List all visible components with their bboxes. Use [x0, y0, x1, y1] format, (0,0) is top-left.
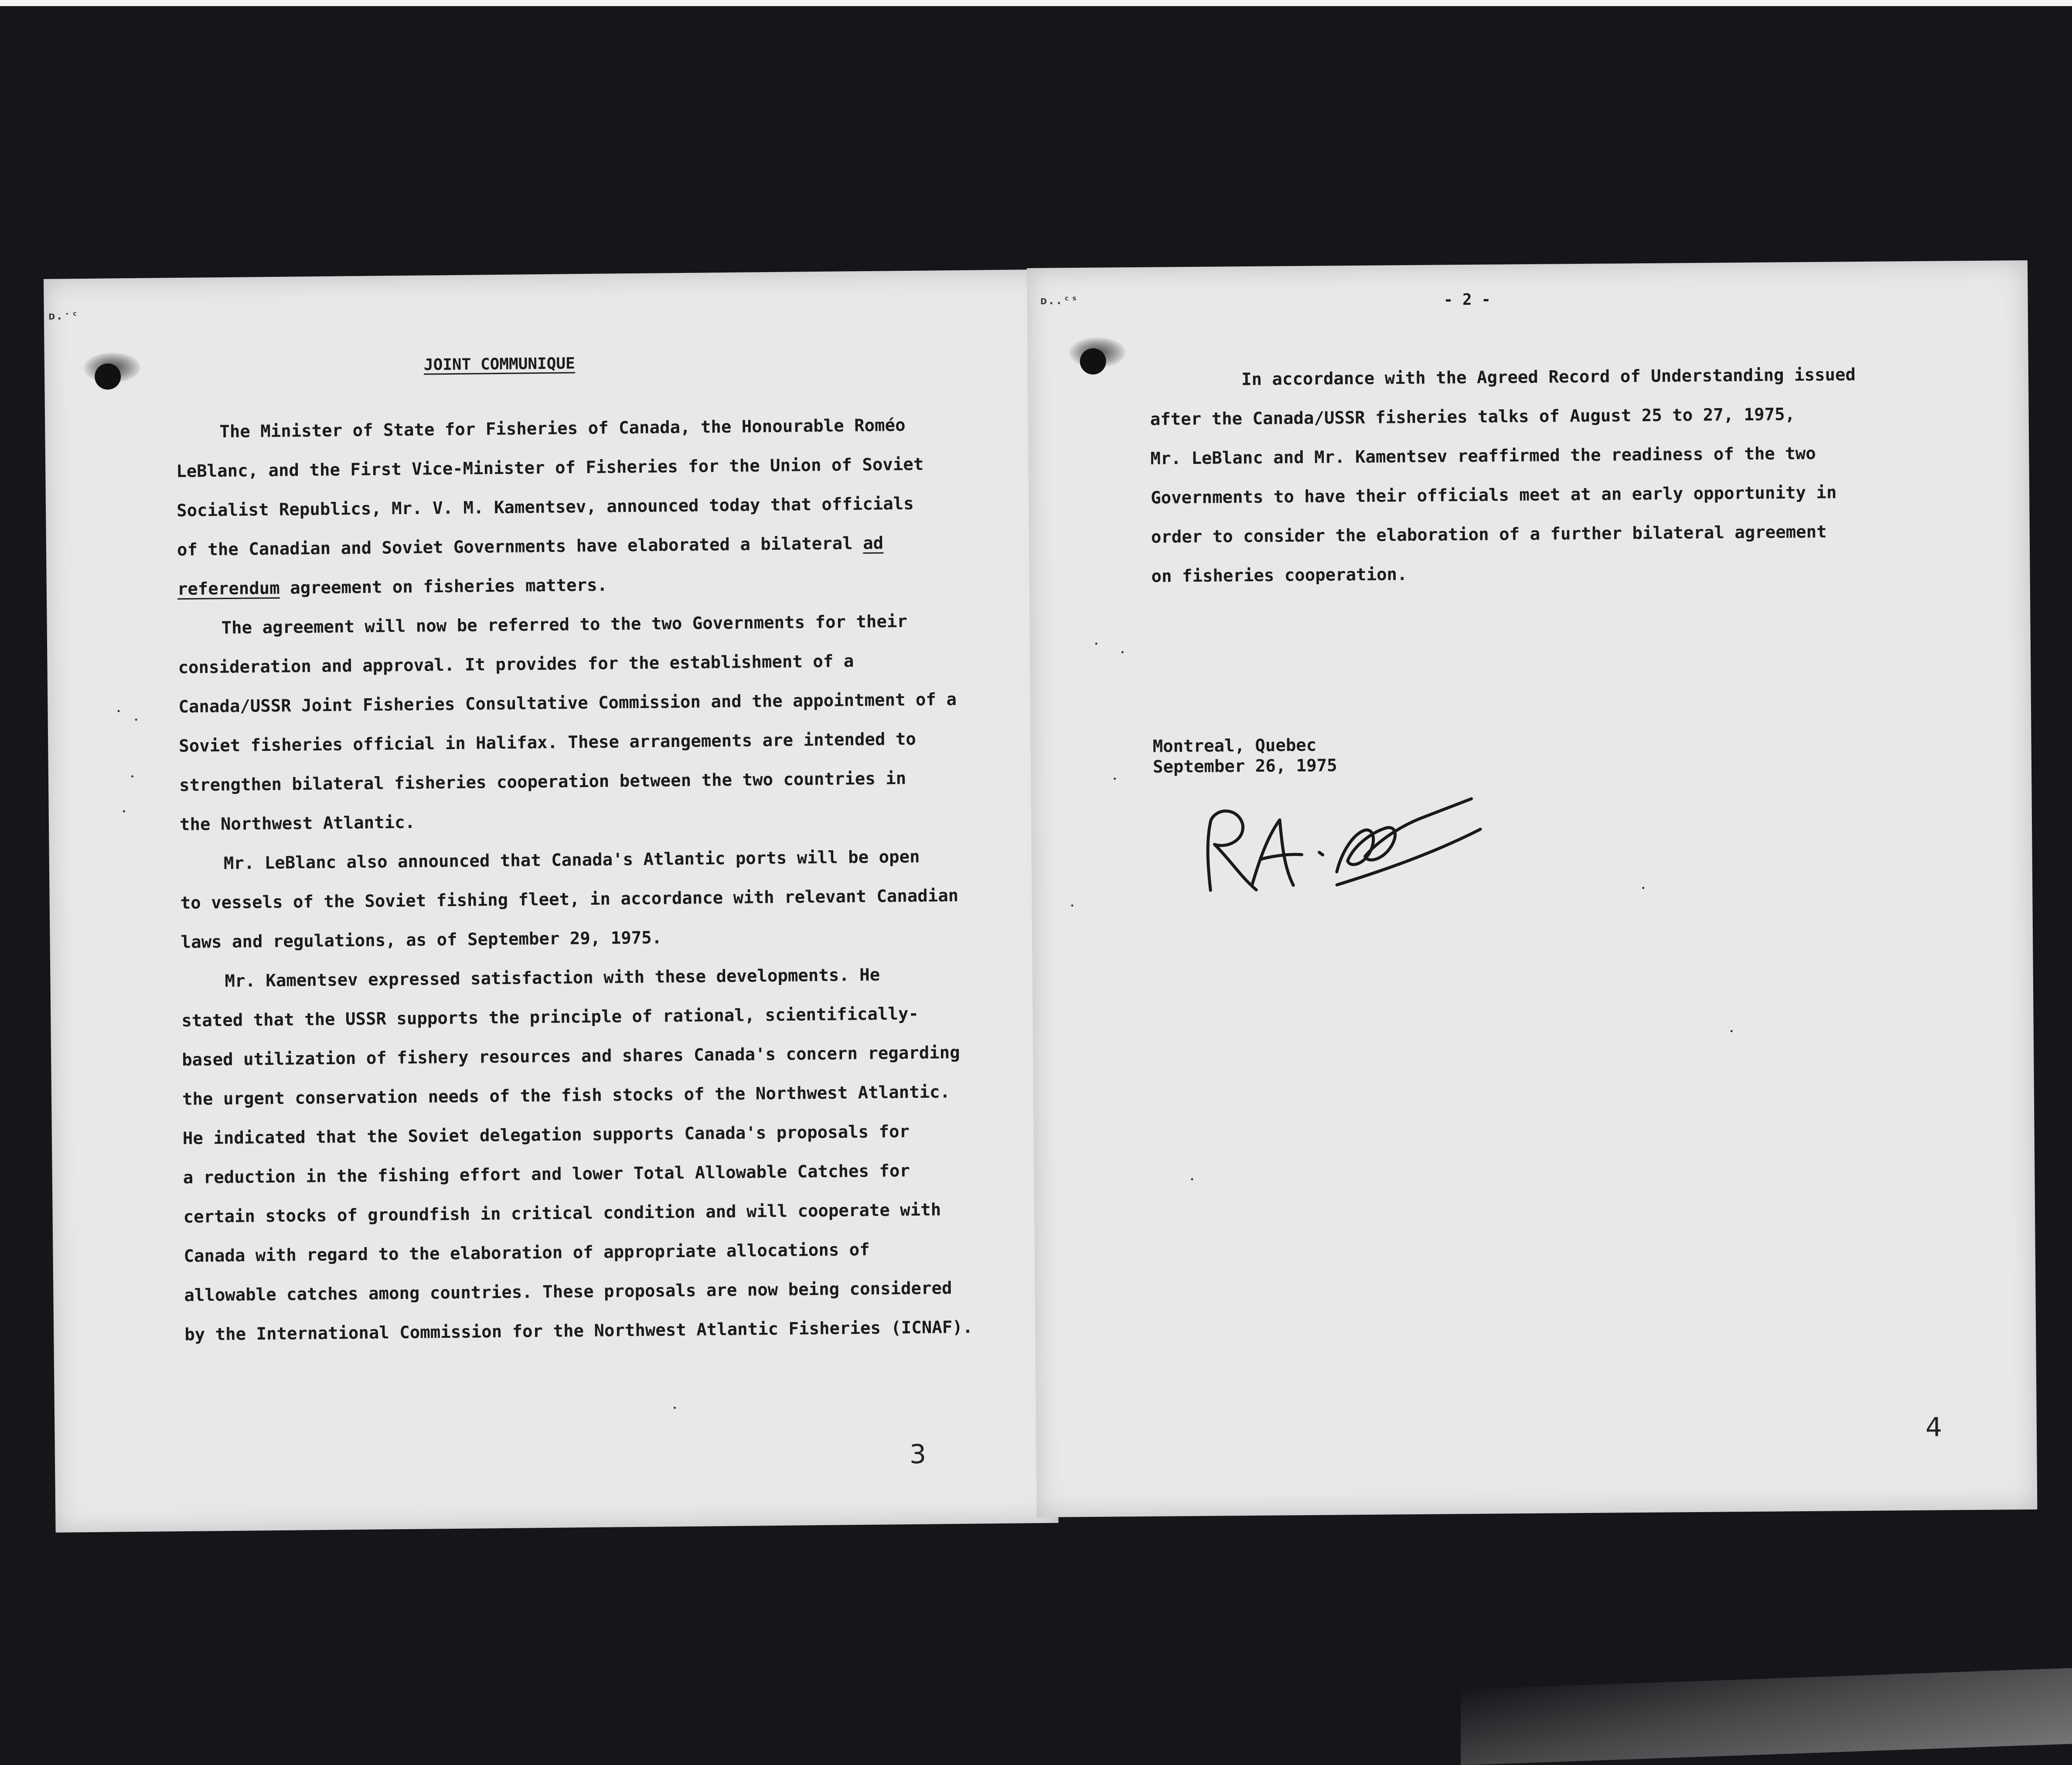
text-line: allowable catches among countries. These proposals are now being considered	[184, 1278, 952, 1306]
underlined-term: ad	[862, 533, 884, 553]
document-title: JOINT COMMUNIQUE	[423, 354, 575, 374]
date: September 26, 1975	[1152, 756, 1337, 777]
text-line: Canada/USSR Joint Fisheries Consultative Commission and the appointment of a	[178, 689, 957, 717]
handwritten-page-number: 4	[1925, 1412, 1942, 1443]
text-line: the urgent conservation needs of the fish stocks of the Northwest Atlantic.	[182, 1082, 951, 1110]
text-line: Governments to have their officials meet at an early opportunity in	[1150, 483, 1837, 508]
text-line: order to consider the elaboration of a further bilateral agreement	[1151, 522, 1827, 547]
punch-hole	[95, 363, 121, 390]
right-corner-mark: ᴅ..ᶜˢ	[1040, 294, 1079, 307]
speck	[117, 710, 119, 712]
text-line	[177, 577, 608, 598]
text-line: to vessels of the Soviet fishing fleet, in accordance with relevant Canadian	[180, 886, 959, 913]
speck	[1114, 777, 1116, 780]
right-page	[1027, 260, 2037, 1517]
text-line: based utilization of fishery resources and shares Canada's concern regarding	[181, 1043, 960, 1070]
text-line: Soviet fisheries official in Halifax. These arrangements are intended to	[179, 729, 917, 756]
speck	[1642, 887, 1644, 889]
underlined-term: referendum	[177, 578, 280, 600]
text-line: Mr. Kamentsev expressed satisfaction with these developments. He	[225, 965, 880, 992]
text-line: He indicated that the Soviet delegation supports Canada's proposals for	[182, 1122, 910, 1149]
text-line: In accordance with the Agreed Record of Understanding issued	[1241, 365, 1856, 390]
speck	[123, 810, 125, 812]
text-line	[177, 535, 883, 559]
handwritten-page-number: 3	[909, 1439, 927, 1470]
punch-hole	[1080, 348, 1106, 375]
speck	[131, 775, 133, 777]
speck	[135, 719, 137, 721]
text-line: The Minister of State for Fisheries of Canada, the Honourable Roméo	[219, 416, 906, 442]
left-page	[44, 269, 1058, 1533]
text-line: Mr. LeBlanc also announced that Canada's Atlantic ports will be open	[223, 847, 920, 874]
text-line: consideration and approval. It provides for the establishment of a	[178, 651, 854, 678]
text-line: stated that the USSR supports the principle of rational, scientifically-	[181, 1004, 919, 1031]
text-line: by the International Commission for the Northwest Atlantic Fisheries (ICNAF).	[184, 1317, 973, 1345]
signature	[1192, 757, 1494, 908]
text-line: Socialist Republics, Mr. V. M. Kamentsev, announced today that officials	[176, 494, 914, 521]
text-line: laws and regulations, as of September 29, 1975.	[181, 928, 662, 953]
text-line: after the Canada/USSR fisheries talks of August 25 to 27, 1975,	[1150, 405, 1796, 429]
text-line: LeBlanc, and the First Vice-Minister of Fisheries for the Union of Soviet	[176, 454, 924, 482]
speck	[674, 1407, 676, 1409]
text-line: Mr. LeBlanc and Mr. Kamentsev reaffirmed the readiness of the two	[1150, 443, 1816, 469]
page-number: - 2 -	[1443, 290, 1491, 309]
speck	[1121, 651, 1124, 653]
left-corner-mark: ᴅ.ˑᶜ	[48, 309, 79, 323]
place: Montreal, Quebec	[1152, 735, 1317, 756]
text-run: of the Canadian and Soviet Governments have elaborated a bilateral	[177, 533, 863, 560]
text-line: The agreement will now be referred to the two Governments for their	[221, 612, 908, 638]
speck	[1095, 643, 1097, 645]
text-line: strengthen bilateral fisheries cooperation between the two countries in	[179, 769, 906, 796]
text-line: the Northwest Atlantic.	[179, 812, 416, 835]
text-line: on fisheries cooperation.	[1151, 565, 1407, 586]
text-line: a reduction in the fishing effort and lower Total Allowable Catches for	[183, 1161, 910, 1188]
speck	[1071, 904, 1073, 906]
text-line: Canada with regard to the elaboration of appropriate allocations of	[184, 1240, 870, 1267]
text-run: agreement on fisheries matters.	[279, 575, 608, 598]
speck	[1731, 1030, 1733, 1032]
top-edge-strip	[0, 0, 2072, 6]
scan-shadow	[1461, 1668, 2072, 1765]
speck	[1191, 1178, 1193, 1180]
text-line: certain stocks of groundfish in critical condition and will cooperate with	[183, 1200, 941, 1227]
